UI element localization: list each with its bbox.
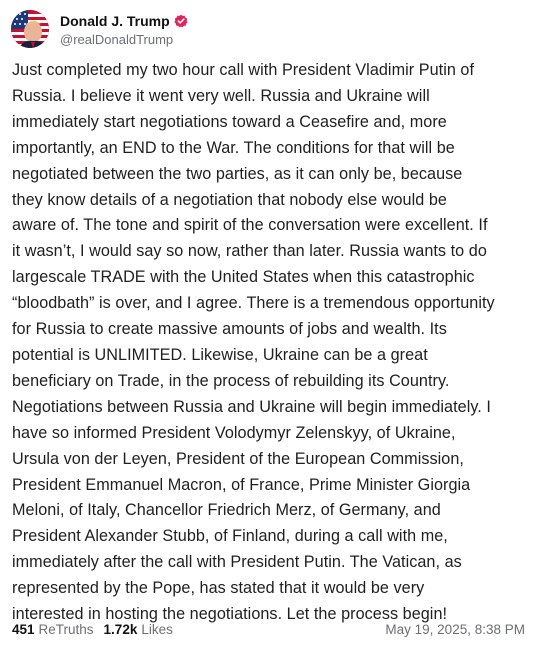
likes-count: 1.72k (103, 621, 138, 637)
retruths-count: 451 (12, 621, 35, 637)
post-timestamp[interactable]: May 19, 2025, 8:38 PM (385, 621, 525, 637)
avatar[interactable] (11, 10, 49, 48)
verified-badge-icon (174, 14, 188, 28)
post-line: Russia. I believe it went very well. Russia and Ukraine will (12, 86, 430, 105)
post-line: President Alexander Stubb, of Finland, during a call with me, (12, 527, 448, 546)
post-line: negotiated between the two parties, as it can only be, because (12, 164, 463, 183)
post-line: Ursula von der Leyen, President of the European Commission, (12, 449, 464, 468)
post-line: aware of. The tone and spirit of the conversation were excellent. If (12, 216, 488, 235)
post-line: Just completed my two hour call with President Vladimir Putin of (12, 61, 475, 79)
author-display-name[interactable]: Donald J. Trump (60, 13, 170, 29)
post-line: immediately start negotiations toward a Ceasefire and, more (12, 112, 447, 131)
post-body (12, 58, 532, 628)
likes-stat[interactable] (104, 622, 173, 637)
author-names (60, 11, 188, 47)
avatar-image (11, 10, 49, 48)
post-line: it wasn’t, I would say so now, rather than later. Russia wants to do (12, 242, 487, 261)
likes-label: Likes (141, 621, 173, 637)
author-handle[interactable]: @realDonaldTrump (60, 32, 174, 47)
post-line: immediately after the call with President Putin. The Vatican, as (12, 553, 462, 572)
post-line: represented by the Pope, has stated that it would be very (12, 579, 425, 598)
post-line: for Russia to create massive amounts of jobs and wealth. Its (12, 320, 447, 339)
post-line: importantly, an END to the War. The conditions for that will be (12, 138, 455, 157)
post-footer (12, 618, 527, 640)
post-line: Negotiations between Russia and Ukraine will begin immediately. I (12, 397, 491, 416)
post-header (11, 8, 188, 50)
retruths-label: ReTruths (38, 621, 94, 637)
post-line: President Emmanuel Macron, of France, Prime Minister Giorgia (12, 475, 471, 494)
retruths-stat[interactable] (12, 622, 94, 637)
post-line: largescale TRADE with the United States when this catastrophic (12, 268, 475, 287)
post-line: potential is UNLIMITED. Likewise, Ukraine can be a great (12, 345, 428, 364)
post-line: have so informed President Volodymyr Zelenskyy, of Ukraine, (12, 423, 456, 442)
post-line: interested in hosting the negotiations. Let the process begin! (12, 605, 448, 624)
name-row (60, 11, 188, 31)
post-line: beneficiary on Trade, in the process of rebuilding its Country. (12, 371, 450, 390)
post-line: Meloni, of Italy, Chancellor Friedrich Merz, of Germany, and (12, 501, 441, 520)
post-line: “bloodbath” is over, and I agree. There is a tremendous opportunity (12, 294, 495, 313)
post-line: they know details of a negotiation that nobody else would be (12, 190, 447, 209)
